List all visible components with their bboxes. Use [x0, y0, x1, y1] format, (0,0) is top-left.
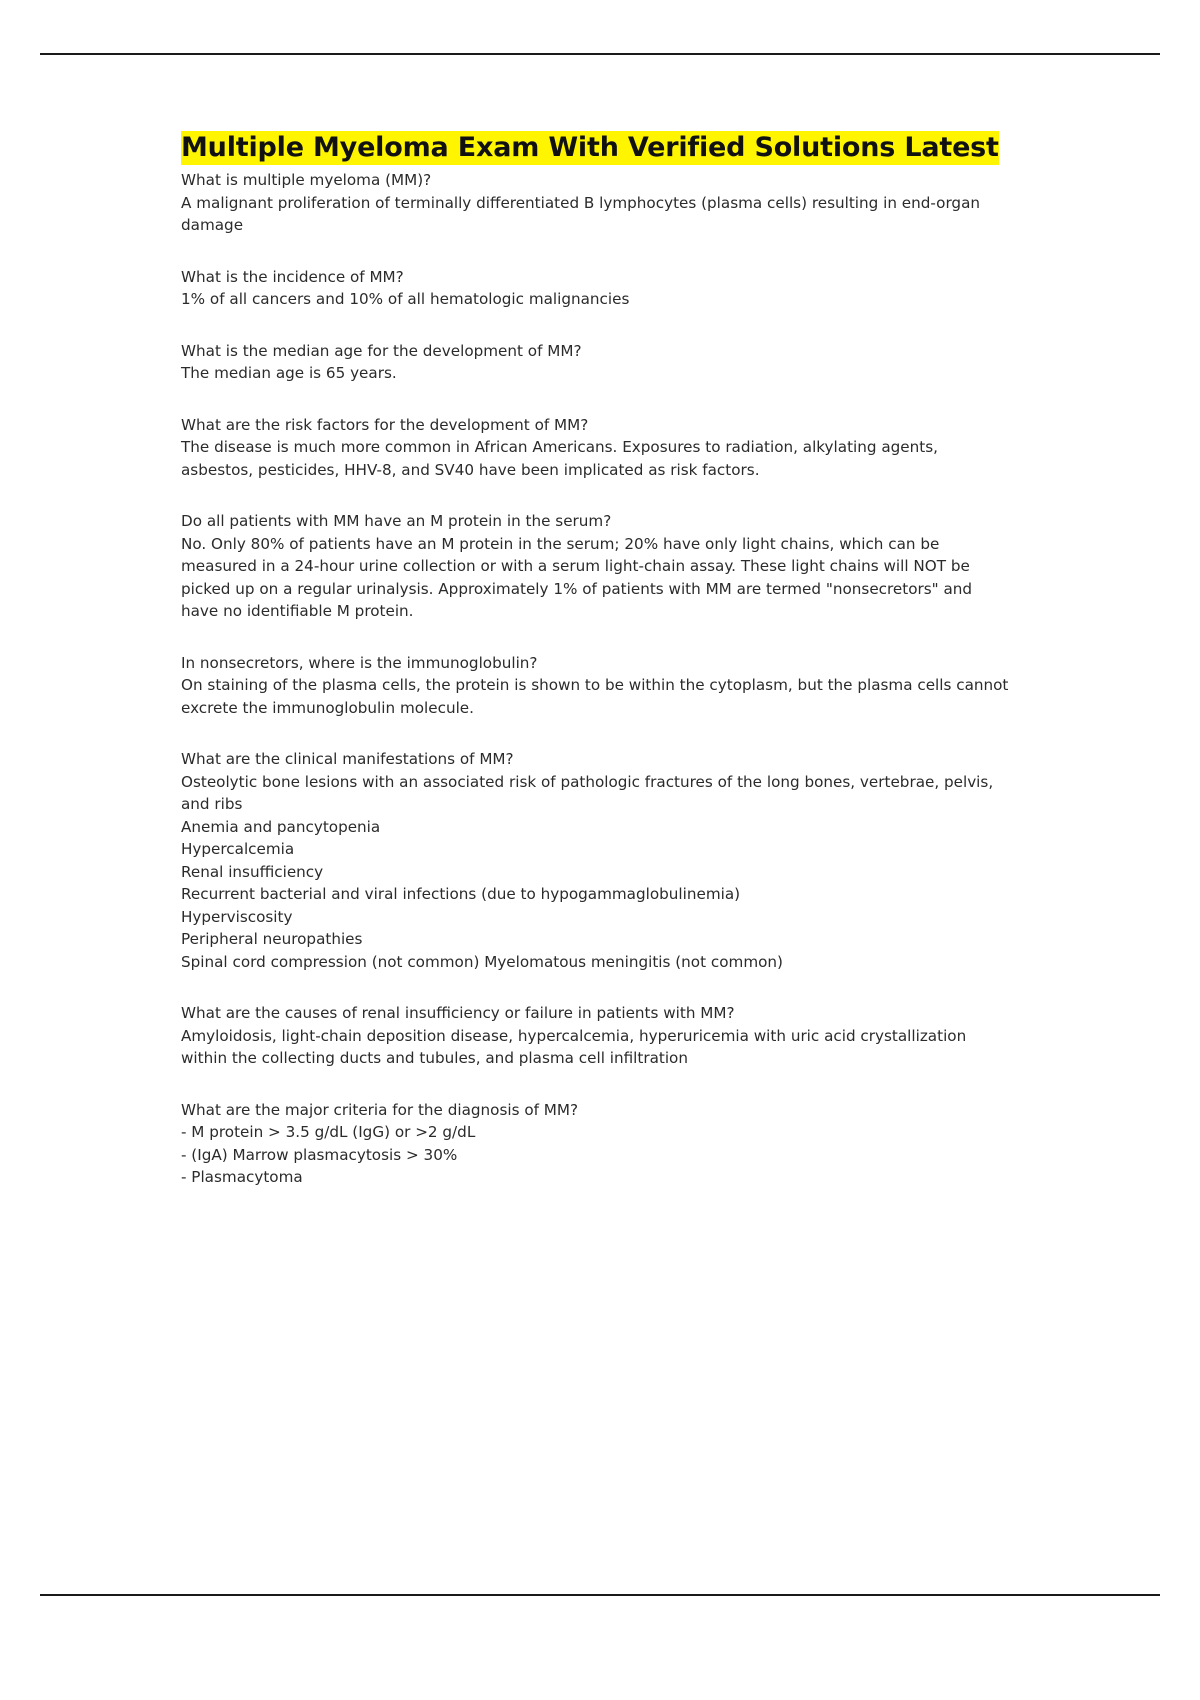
- question-text: In nonsecretors, where is the immunoglobulin?: [181, 653, 538, 672]
- answer-line: On staining of the plasma cells, the protein is shown to be within the cytoplasm, but the plasma cells cannot excrete the immunoglobulin molecule.: [181, 676, 1009, 717]
- answer-line: The median age is 65 years.: [181, 364, 397, 383]
- question-text: What is the median age for the development of MM?: [181, 341, 582, 360]
- qa-block: [181, 652, 1011, 720]
- question-text: What are the causes of renal insufficiency or failure in patients with MM?: [181, 1004, 735, 1023]
- answer-line: Hyperviscosity: [181, 907, 293, 926]
- qa-block: [181, 266, 1011, 311]
- question-text: What is multiple myeloma (MM)?: [181, 171, 432, 190]
- document-content: [181, 130, 1011, 1189]
- answer-line: A malignant proliferation of terminally differentiated B lymphocytes (plasma cells) resulting in end-organ damage: [181, 193, 981, 235]
- question-text: What is the incidence of MM?: [181, 267, 404, 286]
- answer-line: No. Only 80% of patients have an M protein in the serum; 20% have only light chains, which can be measured in a 24-hour urine collection or with a serum light-chain assay. These light chains will NOT be picked up on a regular urinalysis. Approximately 1% of patients with MM are termed "nonsecretors" and have no identifiable M protein.: [181, 534, 973, 621]
- qa-block: [181, 169, 1011, 237]
- answer-line: Peripheral neuropathies: [181, 930, 363, 949]
- answer-line: - M protein > 3.5 g/dL (IgG) or >2 g/dL: [181, 1123, 476, 1142]
- answer-line: Spinal cord compression (not common) Myelomatous meningitis (not common): [181, 952, 783, 971]
- question-text: Do all patients with MM have an M protein in the serum?: [181, 512, 612, 531]
- header-divider: [40, 53, 1160, 55]
- question-text: What are the major criteria for the diagnosis of MM?: [181, 1100, 579, 1119]
- answer-line: Osteolytic bone lesions with an associated risk of pathologic fractures of the long bones, vertebrae, pelvis, and ribs: [181, 772, 994, 814]
- footer-divider: [40, 1594, 1160, 1596]
- answer-line: Hypercalcemia: [181, 840, 295, 859]
- qa-block: [181, 414, 1011, 482]
- qa-block: [181, 1002, 1011, 1070]
- answer-line: - (IgA) Marrow plasmacytosis > 30%: [181, 1145, 458, 1164]
- qa-block: [181, 748, 1011, 973]
- question-text: What are the risk factors for the development of MM?: [181, 415, 589, 434]
- question-text: What are the clinical manifestations of MM?: [181, 750, 514, 769]
- qa-list: [181, 169, 1011, 1189]
- page-title-highlight: Multiple Myeloma Exam With Verified Solutions Latest: [181, 132, 999, 163]
- answer-line: Anemia and pancytopenia: [181, 817, 381, 836]
- answer-line: - Plasmacytoma: [181, 1168, 303, 1187]
- qa-block: [181, 340, 1011, 385]
- answer-line: The disease is much more common in African Americans. Exposures to radiation, alkylating agents, asbestos, pesticides, HHV-8, and SV40 have been implicated as risk factors.: [181, 438, 938, 479]
- page-title: [181, 130, 1011, 165]
- qa-block: [181, 510, 1011, 623]
- answer-line: Recurrent bacterial and viral infections (due to hypogammaglobulinemia): [181, 885, 741, 904]
- answer-line: Renal insufficiency: [181, 862, 324, 881]
- answer-line: Amyloidosis, light-chain deposition disease, hypercalcemia, hyperuricemia with uric acid crystallization within the collecting ducts and tubules, and plasma cell infiltration: [181, 1026, 967, 1068]
- qa-block: [181, 1099, 1011, 1189]
- answer-line: 1% of all cancers and 10% of all hematologic malignancies: [181, 290, 630, 309]
